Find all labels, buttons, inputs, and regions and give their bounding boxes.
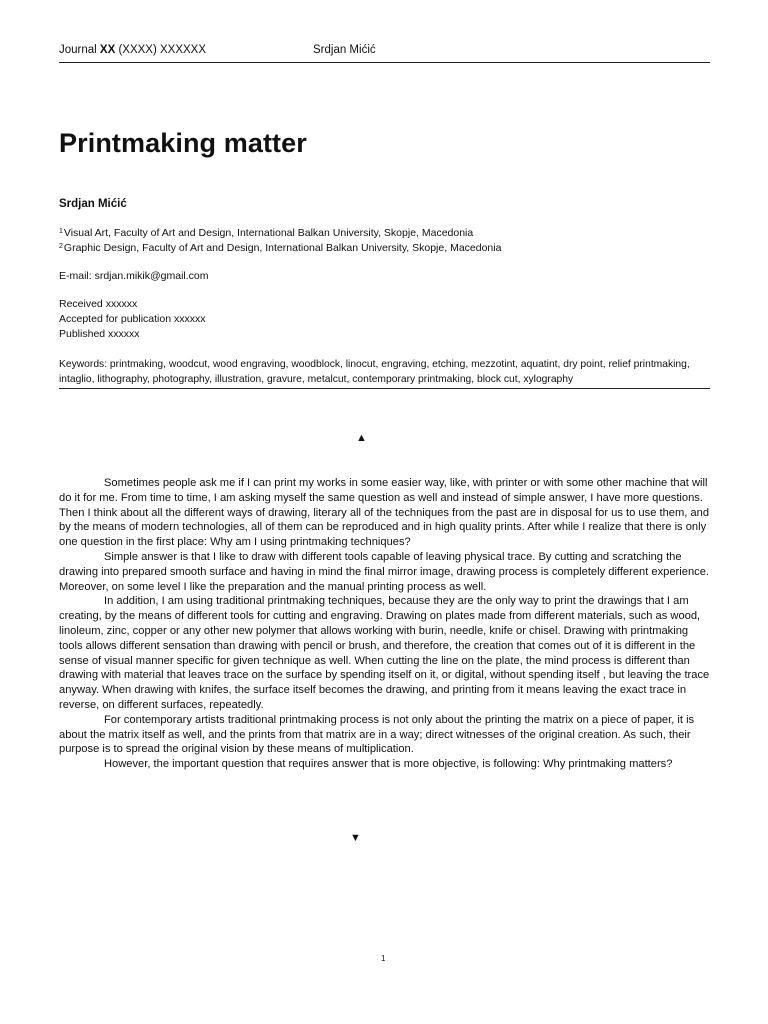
document-page [59,0,710,1024]
paper-title: Printmaking matter [59,128,307,158]
received-date: Received xxxxxx [59,298,138,310]
scroll-up-arrow-icon[interactable]: ▲ [356,432,367,444]
author-name: Srdjan Mićić [59,198,127,210]
header-author: Srdjan Mićić [313,44,376,56]
scroll-down-arrow-icon[interactable]: ▼ [350,832,361,844]
paragraph: For contemporary artists traditional printmaking process is not only about the printing the matrix on a piece of paper, it is about the matrix itself as well, and the prints from that matrix are in a way; direct witnesses of the original creation. As such, their purpose is to spread the original vision by these means of multiplication. [59,713,695,756]
page-number: 1 [381,954,386,963]
running-header [59,42,710,63]
journal-reference: Journal XX (XXXX) XXXXXX [59,44,207,56]
affiliation-2: $^2$Graphic Design, Faculty of Art and Design, International Balkan University, Skopje, Macedonia [59,242,502,254]
keywords: Keywords: printmaking, woodcut, wood engraving, woodblock, linocut, engraving, etching, mezzotint, aquatint, dry point, relief printmaking, intaglio, lithography, photography, illustration, gravure, metalcut, contemporary printmaking, block cut, xylography [59,357,710,389]
paragraph: Sometimes people ask me if I can print my works in some easier way, like, with printer or with some other machine that will do it for me. From time to time, I am asking myself the same question as well and instead of simple answer, I have more questions. Then I think about all the different ways of drawing, literary all of the techniques from the past are in disposal for us to use them, and by the means of modern technologies, all of them can be reproduced and in high quality prints. After while I realize that there is only one question in the first place: Why am I using printmaking techniques? [59,477,710,549]
paragraph: In addition, I am using traditional printmaking techniques, because they are the only way to print the drawings that I am creating, by the means of different tools for cutting and engraving. Drawing on plates made from different materials, such as wood, linoleum, zinc, copper or any other new polymer that allows working with burin, needle, knife or chisel. Drawing with printmaking tools allows different sensation than drawing with pencil or brush, and therefore, the creation that comes out of it is different in the sense of visual manner specific for given technique as well. When cutting the line on the plate, the mind process is different than drawing with material that leaves trace on the surface by spending itself on it, or digital, without spending itself , but leaving the trace anyway. When drawing with knifes, the surface itself becomes the drawing, and printing from it means leaving the exact trace in reverse, on different surfaces, repeatedly. [59,595,710,711]
body-text [59,476,710,772]
published-date: Published xxxxxx [59,328,140,340]
accepted-date: Accepted for publication xxxxxx [59,313,206,325]
email-line: E-mail: srdjan.mikik@gmail.com [59,270,209,282]
affiliation-1: $^1$Visual Art, Faculty of Art and Design, International Balkan University, Skopje, Macedonia [59,227,474,239]
paragraph: However, the important question that requires answer that is more objective, is following: Why printmaking matters? [104,758,673,771]
paragraph: Simple answer is that I like to draw with different tools capable of leaving physical trace. By cutting and scratching the drawing into prepared smooth surface and having in mind the final mirror image, drawing process is completely different experience. Moreover, on some level I like the preparation and the manual printing process as well. [59,550,709,593]
